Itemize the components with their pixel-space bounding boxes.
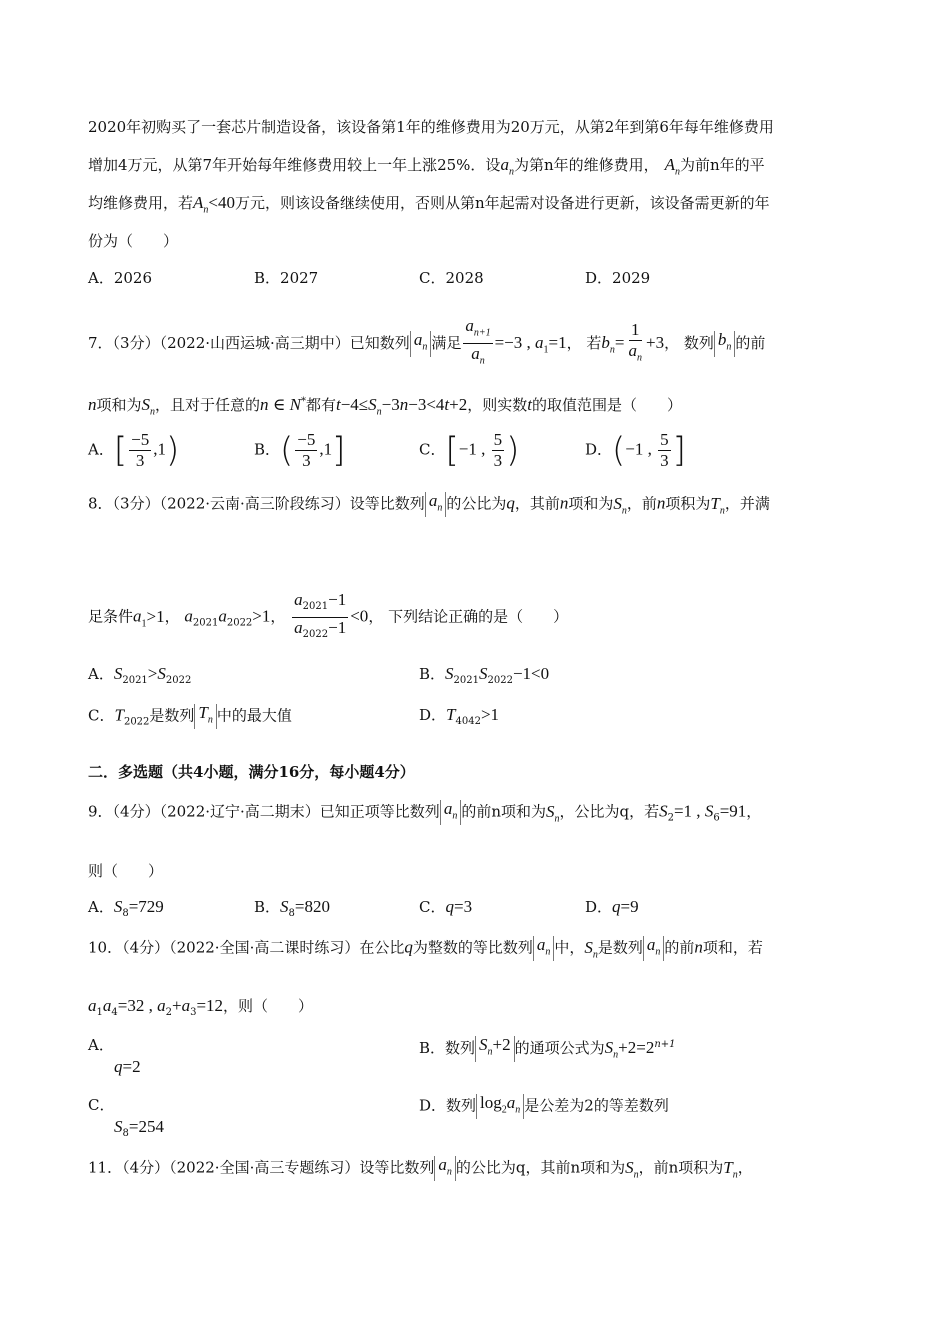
q10-option-a[interactable]: A． q=2 [88, 1036, 141, 1076]
q10-stem-line-1: 10．（4分）（2022·全国·高二课时练习）在公比q为整数的等比数列 $a_n$ 中，$S_n$是数列 $a_n$ 的前n项和，若 [88, 935, 763, 961]
q8-option-a[interactable]: A．$S_{2021}>S_{2022}$ [88, 664, 192, 686]
q6-option-c[interactable]: C．2028 [419, 269, 484, 287]
q10-option-d[interactable]: D．数列 $\log_2a_n$ 是公差为2的等差数列 [419, 1094, 669, 1119]
q9-stem-line-2: 则（ ） [88, 862, 164, 880]
q8-option-d[interactable]: D．$T_{4042}>1$ [419, 705, 500, 727]
q8-option-b[interactable]: B．$S_{2021}S_{2022}-1<0$ [419, 664, 550, 686]
q6-option-d[interactable]: D．2029 [585, 269, 651, 287]
q8-stem-line-2: 足条件$a_1>1$， $a_{2021}a_{2022}>1$， $\frac{a_{2021}-1}{a_{2022}-1}$ <0， 下列结论正确的是（ ） [88, 590, 569, 640]
q9-option-c[interactable]: C．q=3 [419, 897, 473, 916]
q8-option-c[interactable]: C．$T_{2022}$是数列 $T_n$ 中的最大值 [88, 703, 292, 728]
q7-stem-line-2: n项和为$S_n$，且对于任意的n ∈ N*都有$t-4\le S_n-3n-3<4t+2$，则实数t的取值范围是（ ） [88, 395, 683, 418]
q6-line-2: 增加4万元，从第7年开始每年维修费用较上一年上涨25%．设$a_n$为第n年的维修费用， $A_n$为前n年的平 [88, 155, 765, 178]
q9-option-d[interactable]: D．q=9 [585, 897, 639, 916]
section-multiple-choice-heading: 二．多选题（共4小题，满分16分，每小题4分） [88, 763, 415, 781]
q9-option-b[interactable]: B．$S_8=820$ [254, 897, 330, 919]
q10-option-b[interactable]: B．数列 $S_n+2$ 的通项公式为$S_n+2=2^{n+1}$ [419, 1035, 676, 1061]
q11-stem-line-1: 11．（4分）（2022·全国·高三专题练习）设等比数列 $a_n$ 的公比为q，其前n项和为$S_n$，前n项积为$T_n$， [88, 1155, 753, 1181]
q7-option-a[interactable]: A．[ $\frac{-5}{3}$ ,1) [88, 430, 180, 471]
q6-line-1: 2020年初购买了一套芯片制造设备，该设备第1年的维修费用为20万元，从第2年到第6年每年维修费用 [88, 118, 774, 136]
q9-stem-line-1: 9．（4分）（2022·辽宁·高二期末）已知正项等比数列 $a_n$ 的前n项和为$S_n$，公比为q，若$S_2=1$ , $S_6=91$， [88, 799, 762, 825]
q7-stem-line-1: 7．（3分）（2022·山西运城·高三期中）已知数列 $a_n$ 满足 $\frac{a_{n+1}}{a_n}$ =−3 , $a_1=1$， 若$b_n=$ $\frac{1}{a_n}$ +3， 数列 $b_n$ 的前 [88, 316, 766, 367]
q6-option-b[interactable]: B．2027 [254, 269, 319, 287]
q6-option-a[interactable]: A．2026 [88, 269, 153, 287]
q6-line-4: 份为（ ） [88, 232, 179, 250]
q9-option-a[interactable]: A．$S_8=729$ [88, 897, 164, 919]
q10-stem-line-2: $a_1a_4=32$ , $a_2+a_3=12$，则（ ） [88, 996, 314, 1018]
q6-line-3: 均维修费用，若$A_n<40$万元，则该设备继续使用，否则从第n年起需对设备进行更新，该设备需更新的年 [88, 193, 770, 216]
q7-option-c[interactable]: C．[−1 , $\frac{5}{3}$ ) [419, 430, 520, 471]
q10-option-c[interactable]: C． $S_8=254$ [88, 1096, 164, 1139]
q7-option-d[interactable]: D．(−1 , $\frac{5}{3}$ ] [585, 430, 686, 471]
q7-option-b[interactable]: B．( $\frac{-5}{3}$ ,1] [254, 430, 346, 471]
q8-stem-line-1: 8．（3分）（2022·云南·高三阶段练习）设等比数列 $a_n$ 的公比为q，其前n项和为$S_n$，前n项积为$T_n$，并满 [88, 491, 770, 517]
